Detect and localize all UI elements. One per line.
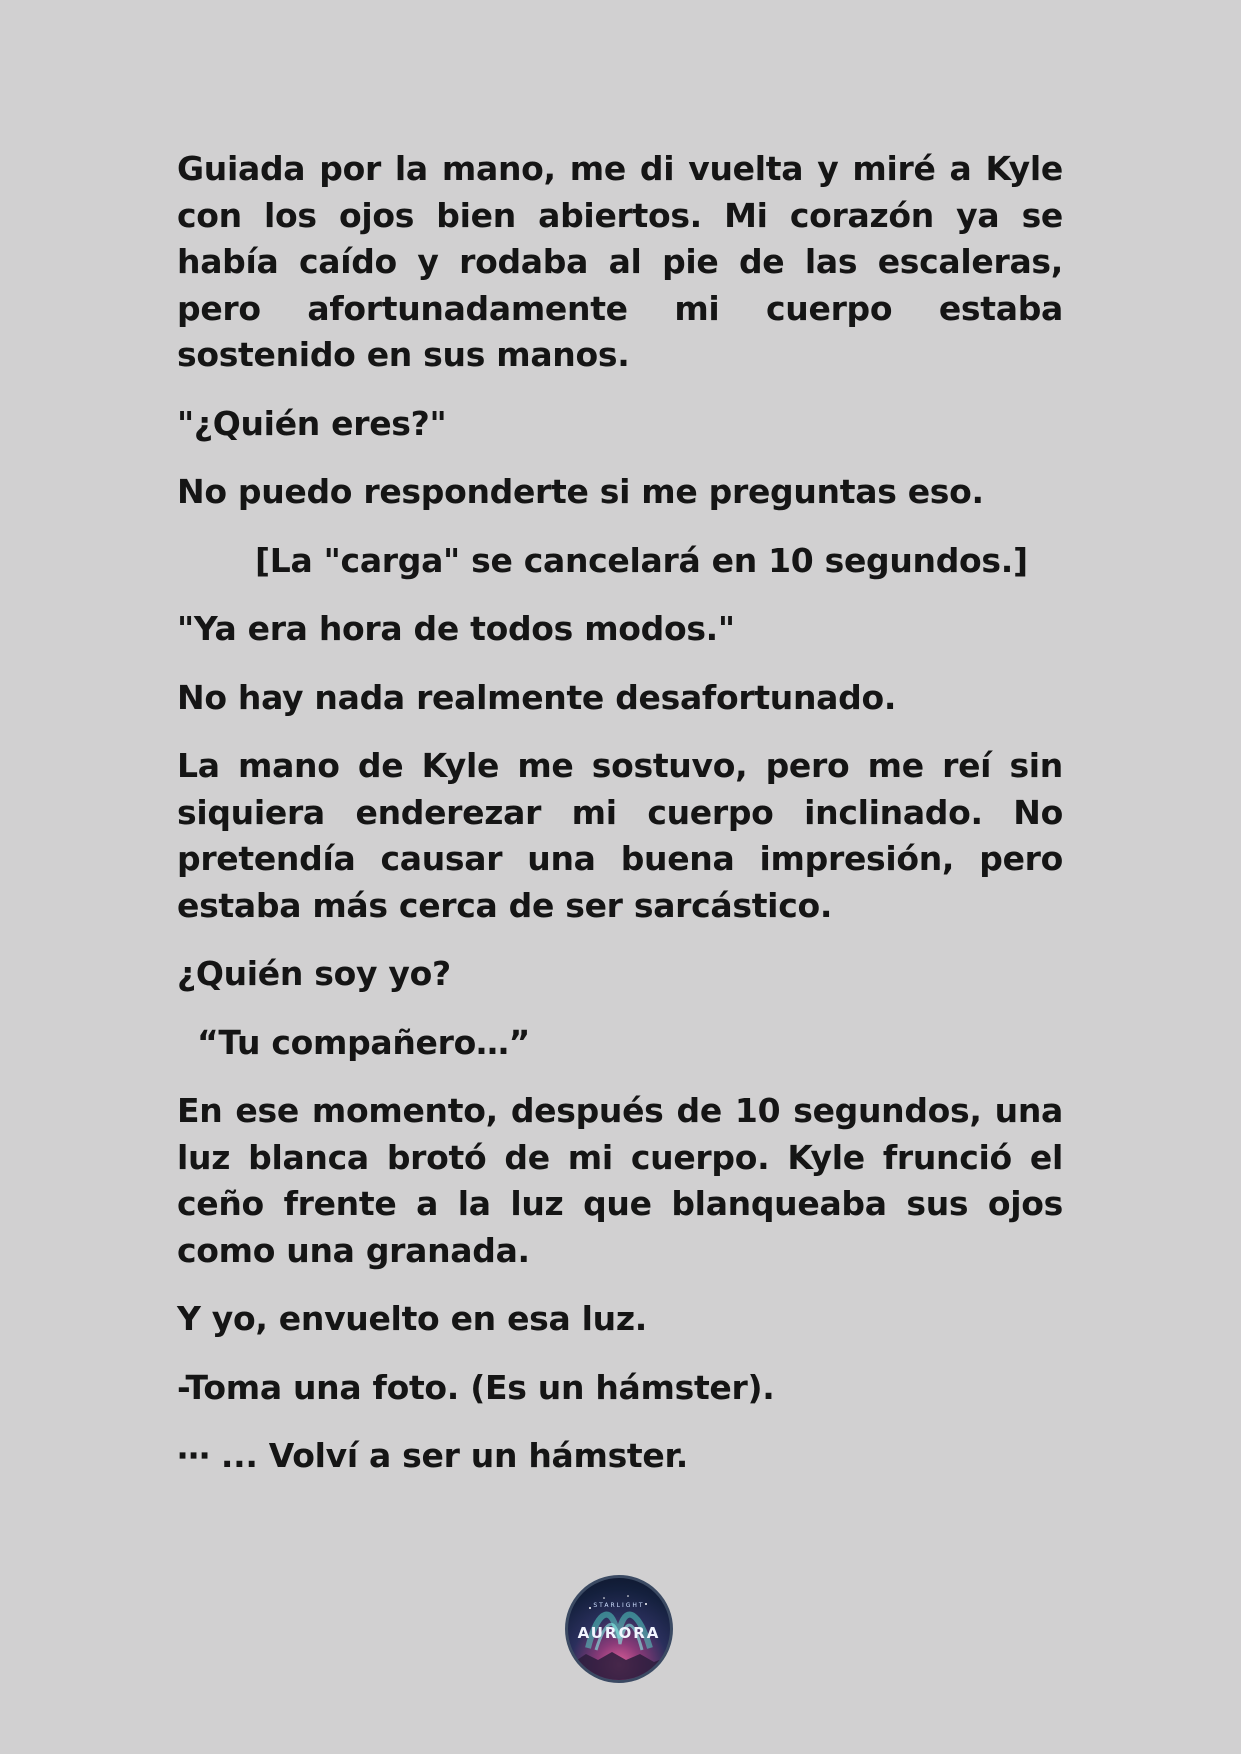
paragraph-10: En ese momento, después de 10 segundos, una luz blanca brotó de mi cuerpo. Kyle frunció el ceño frente a la luz que blanqueaba sus ojos como una granada. — [177, 1091, 1063, 1270]
logo-subtitle: STARLIGHT — [593, 1602, 645, 1609]
paragraph-8: ¿Quién soy yo? — [177, 954, 451, 993]
document-body — [177, 146, 1063, 1480]
paragraph-2: "¿Quién eres?" — [177, 403, 447, 443]
paragraph-11: Y yo, envuelto en esa luz. — [177, 1299, 647, 1338]
aurora-logo — [565, 1575, 673, 1683]
logo-title: AURORA — [577, 1624, 661, 1642]
paragraph-12: -Toma una foto. (Es un hámster). — [177, 1367, 775, 1407]
paragraph-7: La mano de Kyle me sostuvo, pero me reí sin siquiera enderezar mi cuerpo inclinado. No pretendía causar una buena impresión, pero estaba más cerca de ser sarcástico. — [177, 746, 1063, 925]
system-message: [La "carga" se cancelará en 10 segundos.] — [255, 540, 1028, 580]
paragraph-5: "Ya era hora de todos modos." — [177, 609, 735, 648]
paragraph-9: “Tu compañero…” — [197, 1022, 531, 1062]
paragraph-13: ⋯ ... Volví a ser un hámster. — [177, 1436, 688, 1475]
paragraph-1: Guiada por la mano, me di vuelta y miré a Kyle con los ojos bien abiertos. Mi corazón ya se había caído y rodaba al pie de las escaleras, pero afortunadamente mi cuerpo estaba sostenido en sus manos. — [177, 149, 1063, 374]
paragraph-3: No puedo responderte si me preguntas eso. — [177, 472, 984, 511]
paragraph-6: No hay nada realmente desafortunado. — [177, 677, 897, 717]
